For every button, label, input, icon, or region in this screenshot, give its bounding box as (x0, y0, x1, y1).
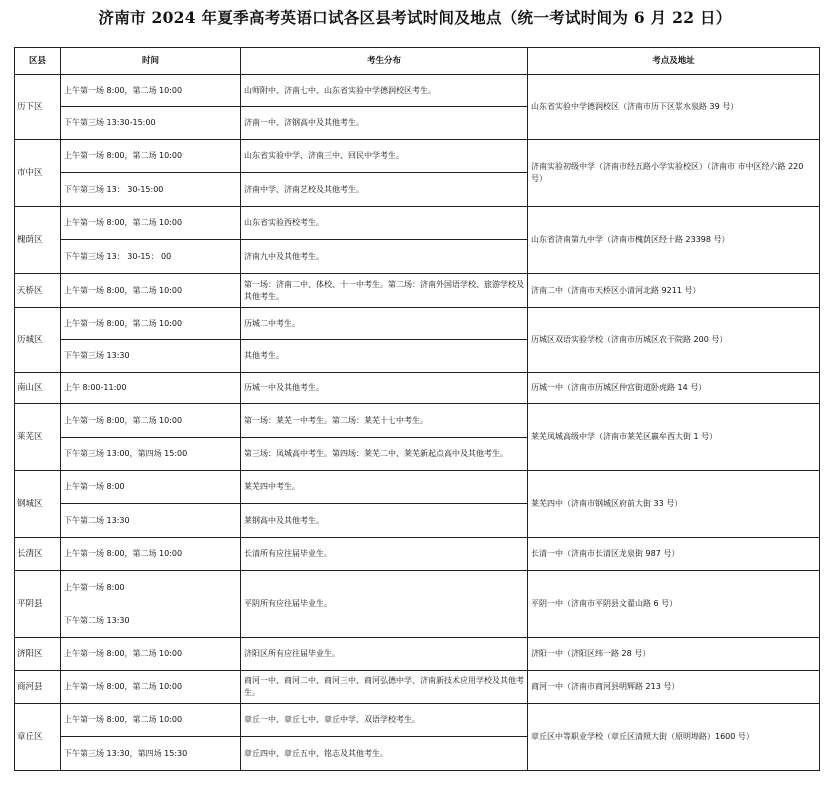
header-time: 时间 (61, 48, 241, 75)
district-cell: 济阳区 (15, 638, 61, 671)
table-row (15, 75, 820, 107)
table-row (15, 471, 820, 504)
students-cell: 莱钢高中及其他考生。 (241, 504, 528, 538)
header-students: 考生分布 (241, 48, 528, 75)
district-cell: 槐荫区 (15, 207, 61, 274)
time-cell: 下午第三场 13:00，第四场 15:00 (61, 438, 241, 471)
students-cell: 济南一中、济钢高中及其他考生。 (241, 107, 528, 140)
time-cell: 下午第三场 13:30 (61, 340, 241, 373)
time-cell: 上午第一场 8:00 下午第二场 13:30 (61, 571, 241, 638)
venue-cell: 山东省济南第九中学（济南市槐荫区经十路 23398 号） (528, 207, 820, 274)
students-cell: 莱芜四中考生。 (241, 471, 528, 504)
table-row (15, 538, 820, 571)
students-cell: 济南九中及其他考生。 (241, 240, 528, 274)
time-cell: 上午第一场 8:00，第二场 10:00 (61, 308, 241, 340)
table-row (15, 638, 820, 671)
venue-cell: 莱芜凤城高级中学（济南市莱芜区嬴牟西大街 1 号） (528, 404, 820, 471)
students-cell: 长清所有应往届毕业生。 (241, 538, 528, 571)
district-cell: 章丘区 (15, 704, 61, 771)
time-cell: 上午第一场 8:00，第二场 10:00 (61, 207, 241, 240)
district-cell: 商河县 (15, 671, 61, 704)
time-cell: 上午第一场 8:00，第二场 10:00 (61, 274, 241, 308)
venue-cell: 平阴一中（济南市平阴县文翟山路 6 号） (528, 571, 820, 638)
district-cell: 南山区 (15, 373, 61, 404)
time-cell: 上午第一场 8:00，第二场 10:00 (61, 404, 241, 438)
table-row (15, 274, 820, 308)
time-cell: 上午 8:00-11:00 (61, 373, 241, 404)
district-cell: 市中区 (15, 140, 61, 207)
table-row (15, 671, 820, 704)
venue-cell: 济南二中（济南市天桥区小清河北路 9211 号） (528, 274, 820, 308)
time-cell: 下午第三场 13： 30-15:00 (61, 173, 241, 207)
time-cell: 上午第一场 8:00，第二场 10:00 (61, 140, 241, 173)
table-row (15, 308, 820, 340)
students-cell: 第一场：莱芜一中考生。第二场：莱芜十七中考生。 (241, 404, 528, 438)
students-cell: 第一场：济南二中、体校、十一中考生。第二场：济南外国语学校、旅游学校及其他考生。 (241, 274, 528, 308)
time-cell: 上午第一场 8:00，第二场 10:00 (61, 704, 241, 737)
students-cell: 平阴所有应往届毕业生。 (241, 571, 528, 638)
time-cell: 上午第一场 8:00，第二场 10:00 (61, 671, 241, 704)
time-cell: 上午第一场 8:00，第二场 10:00 (61, 75, 241, 107)
venue-cell: 历城区双语实验学校（济南市历城区农干院路 200 号） (528, 308, 820, 373)
time-cell: 上午第一场 8:00，第二场 10:00 (61, 538, 241, 571)
venue-cell: 济阳一中（济阳区纬一路 28 号） (528, 638, 820, 671)
table-row (15, 207, 820, 240)
venue-cell: 长清一中（济南市长清区龙泉街 987 号） (528, 538, 820, 571)
table-row (15, 140, 820, 173)
table-row (15, 571, 820, 638)
students-cell: 山师附中、济南七中、山东省实验中学德润校区考生。 (241, 75, 528, 107)
table-row (15, 404, 820, 438)
students-cell: 其他考生。 (241, 340, 528, 373)
time-cell: 上午第一场 8:00，第二场 10:00 (61, 638, 241, 671)
table-body (15, 75, 820, 771)
district-cell: 天桥区 (15, 274, 61, 308)
students-cell: 商河一中、商河二中、商河三中、商河弘德中学、济南新技术应用学校及其他考生。 (241, 671, 528, 704)
venue-cell: 莱芜四中（济南市钢城区府前大街 33 号） (528, 471, 820, 538)
time-cell: 下午第三场 13:30，第四场 15:30 (61, 737, 241, 771)
students-cell: 历城二中考生。 (241, 308, 528, 340)
students-cell: 章丘一中、章丘七中、章丘中学、双语学校考生。 (241, 704, 528, 737)
venue-cell: 商河一中（济南市商河县明辉路 213 号） (528, 671, 820, 704)
venue-cell: 历城一中（济南市历城区仲宫街道卧虎路 14 号） (528, 373, 820, 404)
students-cell: 第三场：凤城高中考生。第四场：莱芜二中、莱芜新起点高中及其他考生。 (241, 438, 528, 471)
venue-cell: 山东省实验中学德润校区（济南市历下区浆水泉路 39 号） (528, 75, 820, 140)
district-cell: 历下区 (15, 75, 61, 140)
district-cell: 莱芜区 (15, 404, 61, 471)
students-cell: 历城一中及其他考生。 (241, 373, 528, 404)
venue-cell: 章丘区中等职业学校（章丘区清照大街（原明埠路）1600 号） (528, 704, 820, 771)
district-cell: 历城区 (15, 308, 61, 373)
district-cell: 平阴县 (15, 571, 61, 638)
header-venue: 考点及地址 (528, 48, 820, 75)
exam-schedule-table (14, 47, 820, 771)
students-cell: 济阳区所有应往届毕业生。 (241, 638, 528, 671)
table-row (15, 373, 820, 404)
time-cell: 上午第一场 8:00 (61, 471, 241, 504)
students-cell: 山东省实验西校考生。 (241, 207, 528, 240)
table-row (15, 704, 820, 737)
time-cell: 下午第三场 13:30-15:00 (61, 107, 241, 140)
students-cell: 章丘四中、章丘五中、铭志及其他考生。 (241, 737, 528, 771)
students-cell: 山东省实验中学、济南三中、回民中学考生。 (241, 140, 528, 173)
header-district: 区县 (15, 48, 61, 75)
venue-cell: 济南实验初级中学（济南市经五路小学实验校区）（济南市 市中区经六路 220 号） (528, 140, 820, 207)
time-cell: 下午第三场 13： 30-15： 00 (61, 240, 241, 274)
time-cell: 下午第二场 13:30 (61, 504, 241, 538)
table-header-row (15, 48, 820, 75)
district-cell: 钢城区 (15, 471, 61, 538)
page-title: 济南市 2024 年夏季高考英语口试各区县考试时间及地点（统一考试时间为 6 月 22 日） (98, 8, 732, 27)
district-cell: 长清区 (15, 538, 61, 571)
students-cell: 济南中学、济南艺校及其他考生。 (241, 173, 528, 207)
